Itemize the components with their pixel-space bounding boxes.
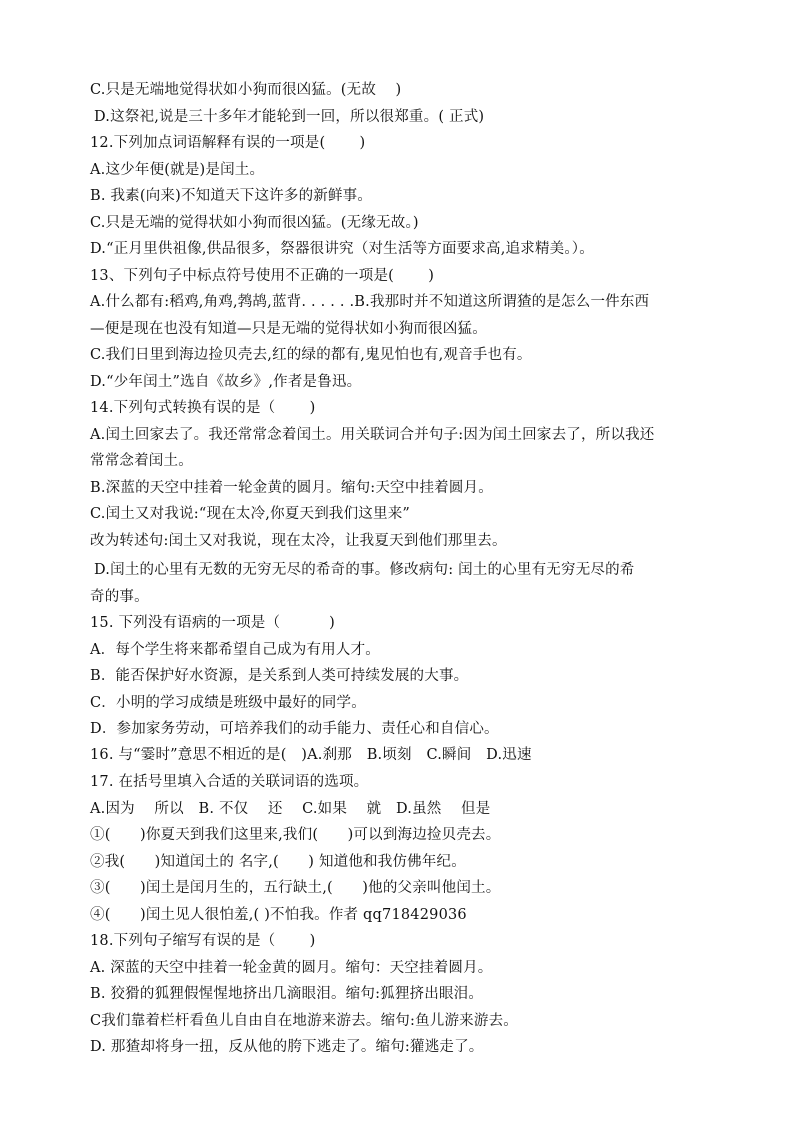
question-17-title: 17. 在括号里填入合适的关联词语的选项。 — [90, 774, 369, 790]
text-line: C.只是无端的觉得状如小狗而很凶猛。(无缘无故。) — [90, 215, 419, 231]
question-14-title: 14.下列句式转换有误的是（ ) — [90, 400, 316, 416]
text-line: 改为转述句:闰土又对我说，现在太冷，让我夏天到他们那里去。 — [90, 533, 507, 549]
question-15-title: 15. 下列没有语病的一项是（ ) — [90, 615, 335, 631]
question-12-title: 12.下列加点词语解释有误的一项是( ) — [90, 135, 366, 151]
text-line: A.因为 所以 B. 不仅 还 C.如果 就 D.虽然 但是 — [90, 801, 491, 817]
question-13-title: 13、下列句子中标点符号使用不正确的一项是( ) — [90, 268, 435, 284]
text-line: 奇的事。 — [90, 589, 149, 605]
text-line: D.闰土的心里有无数的无穷无尽的希奇的事。修改病句: 闰土的心里有无穷无尽的希 — [94, 562, 635, 578]
text-line: B.深蓝的天空中挂着一轮金黄的圆月。缩句:天空中挂着圆月。 — [90, 480, 493, 496]
text-line: ①( )你夏天到我们这里来,我们( )可以到海边捡贝壳去。 — [90, 827, 501, 843]
text-line: A. 深蓝的天空中挂着一轮金黄的圆月。缩句：天空挂着圆月。 — [90, 960, 493, 976]
text-line: ③( )闰土是闰月生的，五行缺土,( )他的父亲叫他闰土。 — [90, 880, 501, 896]
text-line: ②我( )知道闰土的 名字,( ) 知道他和我仿佛年纪。 — [90, 854, 466, 870]
text-line: A.这少年便(就是)是闰土。 — [90, 162, 265, 178]
text-line: ④( )闰土见人很怕羞,( )不怕我。作者 qq718429036 — [90, 907, 467, 923]
text-line: C我们靠着栏杆看鱼儿自由自在地游来游去。缩句:鱼儿游来游去。 — [90, 1013, 518, 1029]
text-line: C.我们日里到海边捡贝壳去,红的绿的都有,鬼见怕也有,观音手也有。 — [90, 347, 532, 363]
text-line: B. 狡猾的狐狸假惺惺地挤出几滴眼泪。缩句:狐狸挤出眼泪。 — [90, 986, 484, 1002]
text-line: C.只是无端地觉得状如小狗而很凶猛。(无故 ) — [90, 82, 402, 98]
text-line: C.闰土又对我说:“现在太冷,你夏天到我们这里来” — [90, 506, 411, 522]
text-line: A.什么都有:稻鸡,角鸡,鹁鸪,蓝背. . . . . .B.我那时并不知道这所谓猹的是怎么一件东西 — [90, 294, 650, 310]
question-18-title: 18.下列句子缩写有误的是（ ) — [90, 933, 316, 949]
text-line: D.“少年闰土”选自《故乡》,作者是鲁迅。 — [90, 374, 362, 390]
text-line: A．每个学生将来都希望自己成为有用人才。 — [90, 642, 380, 658]
text-line: D. 那猹却将身一扭，反从他的胯下逃走了。缩句:獾逃走了。 — [90, 1039, 484, 1055]
text-line: D.这祭祀,说是三十多年才能轮到一回，所以很郑重。( 正式) — [94, 109, 485, 125]
text-line: A.闰土回家去了。我还常常念着闰土。用关联词合并句子:因为闰土回家去了，所以我还 — [90, 427, 655, 443]
text-line: 常常念着闰土。 — [90, 453, 193, 469]
text-line: —便是现在也没有知道—只是无端的觉得状如小狗而很凶猛。 — [90, 321, 487, 337]
question-16-title: 16. 与“霎时”意思不相近的是( )A.刹那 B.顷刻 C.瞬间 D.迅速 — [90, 747, 532, 763]
text-line: D．参加家务劳动，可培养我们的动手能力、责任心和自信心。 — [90, 721, 499, 737]
text-line: C．小明的学习成绩是班级中最好的同学。 — [90, 695, 366, 711]
text-line: D.“正月里供祖像,供品很多，祭器很讲究（对生活等方面要求高,追求精美。）。 — [90, 241, 594, 257]
text-line: B. 我素(向来)不知道天下这许多的新鲜事。 — [90, 188, 373, 204]
text-line: B．能否保护好水资源，是关系到人类可持续发展的大事。 — [90, 668, 469, 684]
